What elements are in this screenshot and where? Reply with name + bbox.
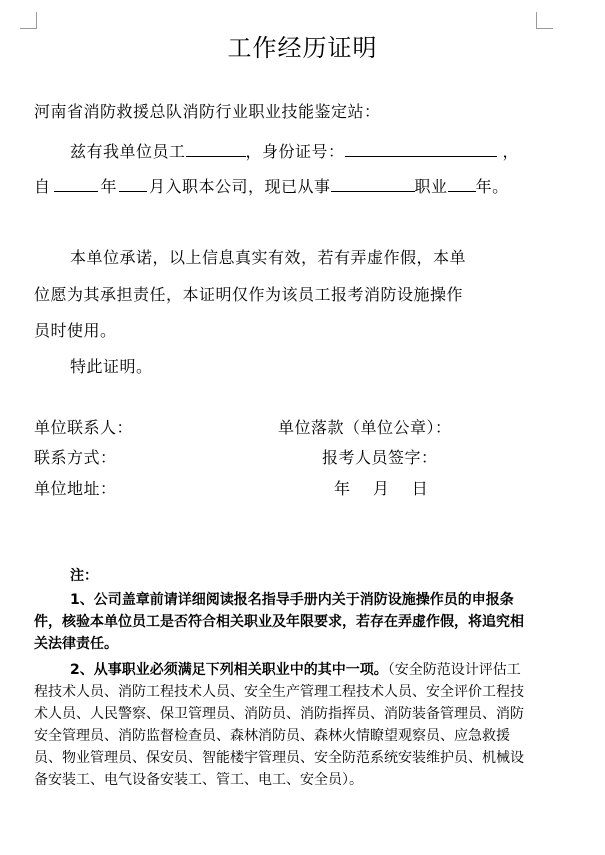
company-seal-label: 单位落款（单位公章）：: [278, 418, 452, 437]
contact-method-label: 联系方式：: [34, 448, 117, 467]
addressee: 河南省消防救援总队消防行业职业技能鉴定站：: [34, 102, 381, 121]
page-corner-mark-top-left: [20, 12, 37, 29]
company-address-label: 单位地址：: [34, 479, 117, 498]
notes-label: 注：: [70, 568, 98, 584]
notes-item-2: [34, 659, 534, 791]
employment-line-text-e: 年。: [475, 177, 509, 196]
employee-line-text-b: ，身份证号：: [245, 142, 345, 161]
start-month-blank[interactable]: [119, 175, 147, 192]
contact-person-label: 单位联系人：: [34, 418, 134, 437]
notes-item-1: [34, 589, 534, 655]
page-corner-mark-top-right: [536, 12, 553, 29]
employment-line-text-d: 职业: [414, 177, 448, 196]
notes-item-2-lead: 2、从事职业必须满足下列相关职业中的其中一项。: [70, 662, 388, 678]
applicant-signature-label: 报考人员签字：: [322, 448, 438, 467]
commitment-line-3: 员时使用。: [34, 321, 117, 340]
employee-name-blank[interactable]: [186, 140, 246, 157]
years-blank[interactable]: [448, 175, 476, 192]
occupation-blank[interactable]: [331, 175, 415, 192]
commitment-line-2: 位愿为其承担责任，本证明仅作为该员工报考消防设施操作: [34, 285, 464, 304]
start-year-blank[interactable]: [54, 175, 98, 192]
employment-line-text-c: 月入职本公司，现已从事: [149, 177, 331, 196]
employee-line-text-c: ，: [502, 142, 520, 161]
commitment-line-1: 本单位承诺，以上信息真实有效，若有弄虚作假，本单: [70, 248, 467, 267]
document-title: 工作经历证明: [227, 34, 378, 62]
employment-line-text-a: 自: [34, 177, 51, 196]
notes-item-1-text: 1、公司盖章前请详细阅读报名指导手册内关于消防设施操作员的申报条件，核验本单位员工是否符合相关职业及年限要求，若存在弄虚作假，将追究相关法律责任。: [34, 592, 524, 652]
date-field: 年 月 日: [334, 479, 429, 498]
employee-line-text-a: 兹有我单位员工: [70, 142, 186, 161]
employee-line: [70, 139, 519, 162]
employment-line: [34, 174, 509, 197]
id-number-blank[interactable]: [345, 140, 497, 157]
hereby-certify: 特此证明。: [70, 357, 153, 376]
notes-item-2-occupations: （安全防范设计评估工程技术人员、消防工程技术人员、安全生产管理工程技术人员、安全评价工程技术人员、人民警察、保卫管理员、消防员、消防指挥员、消防装备管理员、消防安全管理员、消防监督检查员、森林消防员、森林火情瞭望观察员、应急救援员、物业管理员、保安员、智能楼宇管理员、安全防范系统安装维护员、机械设备安装工、电气设备安装工、管工、电工、安全员）。: [34, 662, 524, 788]
employment-line-text-b: 年: [100, 177, 118, 196]
